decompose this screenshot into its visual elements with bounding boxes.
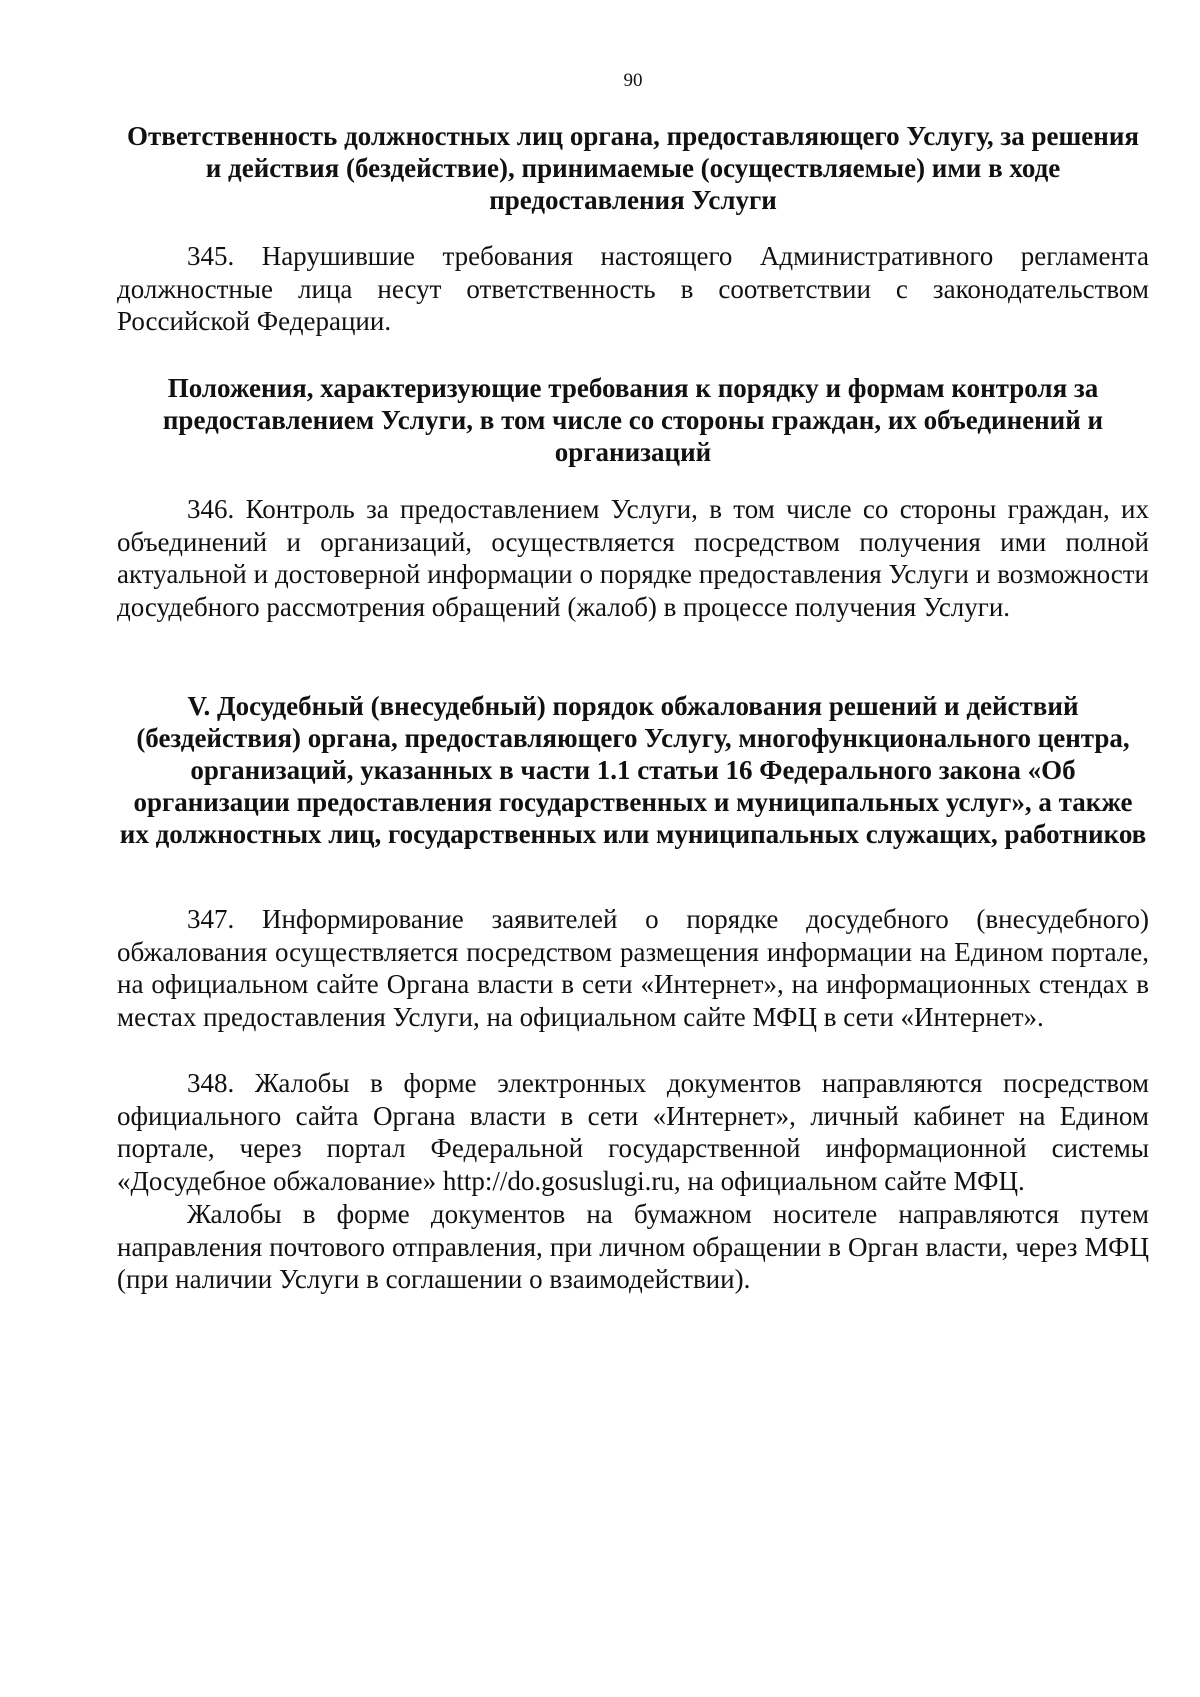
paragraph-347: 347. Информирование заявителей о порядке досудебного (внесудебного) обжалования осуществляется посредством размещения информации на Едином портале, на официальном сайте Органа власти в сети «Интернет», на информационных стендах в местах предоставления Услуги, на официальном сайте МФЦ в сети «Интернет». <box>117 904 1149 1032</box>
section-heading-pretrial-appeal: V. Досудебный (внесудебный) порядок обжалования решений и действий (бездействия) органа, предоставляющего Услугу, многофункционального центра, организаций, указанных в части 1.1 статьи 16 Федерального закона «Об организации предоставления государственных и муниципальных услуг», а также их должностных лиц, государственных или муниципальных служащих, работников <box>119 691 1147 849</box>
paragraph-345: 345. Нарушившие требования настоящего Административного регламента должностные лица несут ответственность в соответствии с законодательством Российской Федерации. <box>117 241 1149 336</box>
page-number: 90 <box>623 70 643 91</box>
section-heading-control: Положения, характеризующие требования к порядку и формам контроля за предоставлением Услуги, в том числе со стороны граждан, их объединений и организаций <box>162 373 1104 467</box>
paragraph-paper-complaints: Жалобы в форме документов на бумажном носителе направляются путем направления почтового отправления, при личном обращении в Орган власти, через МФЦ (при наличии Услуги в соглашении о взаимодействии). <box>117 1199 1149 1294</box>
section-heading-responsibility: Ответственность должностных лиц органа, предоставляющего Услугу, за решения и действия (бездействие), принимаемые (осуществляемые) ими в ходе предоставления Услуги <box>126 121 1140 215</box>
paragraph-346: 346. Контроль за предоставлением Услуги, в том числе со стороны граждан, их объединений и организаций, осуществляется посредством получения ими полной актуальной и достоверной информации о порядке предоставления Услуги и возможности досудебного рассмотрения обращений (жалоб) в процессе получения Услуги. <box>117 494 1149 622</box>
paragraph-348: 348. Жалобы в форме электронных документов направляются посредством официального сайта Органа власти в сети «Интернет», личный кабинет на Едином портале, через портал Федеральной государственной информационной системы «Досудебное обжалование» http://do.gosuslugi.ru, на официальном сайте МФЦ. <box>117 1068 1149 1196</box>
